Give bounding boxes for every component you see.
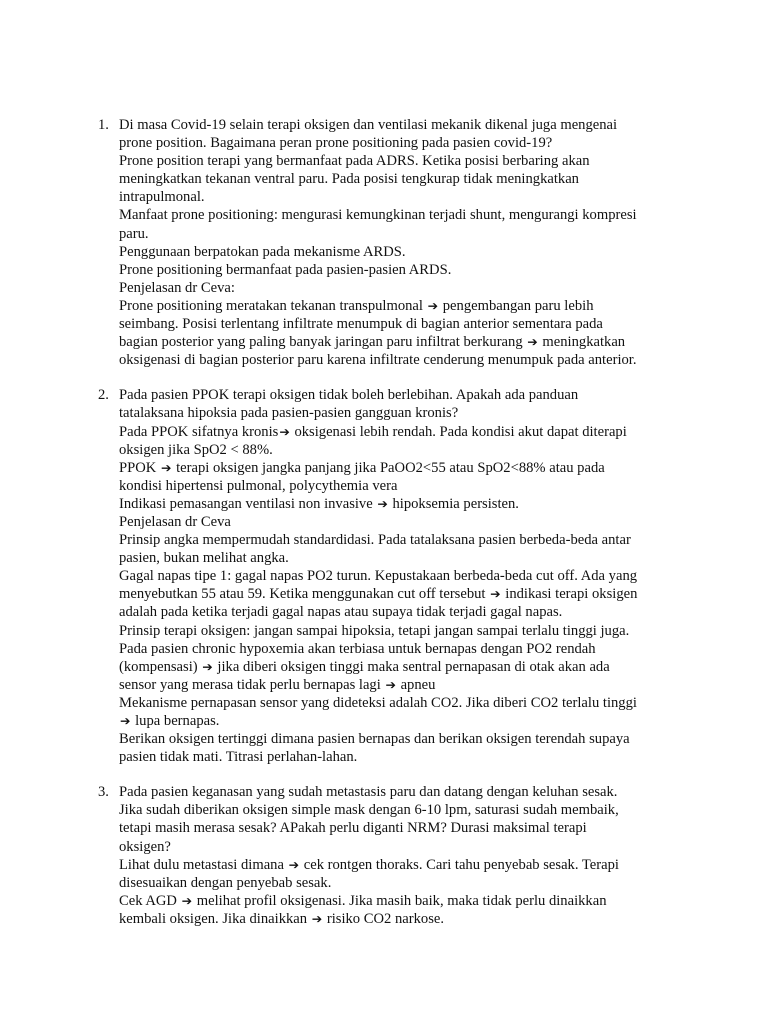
- item-number: 2.: [98, 387, 109, 404]
- text-line: [119, 243, 675, 261]
- text-line: [119, 333, 675, 351]
- text-segment: Pada pasien PPOK terapi oksigen tidak boleh berlebihan. Apakah ada panduan: [119, 387, 579, 404]
- text-segment: Pada pasien chronic hypoxemia akan terbiasa untuk bernapas dengan PO2 rendah: [119, 640, 596, 657]
- right-arrow-icon: ➔: [181, 892, 193, 908]
- text-line: [119, 477, 675, 495]
- text-segment: risiko CO2 narkose.: [323, 910, 444, 927]
- text-line: [119, 404, 675, 422]
- text-line: [119, 694, 675, 712]
- text-segment: jika diberi oksigen tinggi maka sentral pernapasan di otak akan ada: [213, 658, 610, 675]
- text-segment: Pada pasien keganasan yang sudah metastasis paru dan datang dengan keluhan sesak.: [119, 784, 618, 801]
- text-segment: disesuaikan dengan penyebab sesak.: [119, 874, 332, 891]
- text-segment: Cek AGD: [119, 892, 181, 909]
- text-segment: Prone positioning meratakan tekanan transpulmonal: [119, 297, 427, 314]
- text-line: [119, 531, 675, 549]
- text-segment: tetapi masih merasa sesak? APakah perlu diganti NRM? Durasi maksimal terapi: [119, 820, 587, 837]
- text-segment: meningkatkan: [538, 334, 626, 351]
- text-line: [119, 910, 675, 928]
- text-line: [119, 261, 675, 279]
- text-line: [119, 134, 675, 152]
- text-segment: (kompensasi): [119, 658, 202, 675]
- text-line: [119, 513, 675, 531]
- text-line: [119, 315, 675, 333]
- text-segment: oksigen jika SpO2 < 88%.: [119, 441, 273, 458]
- right-arrow-icon: ➔: [279, 423, 290, 439]
- text-segment: Gagal napas tipe 1: gagal napas PO2 turun. Kepustakaan berbeda-beda cut off. Ada yang: [119, 568, 638, 585]
- right-arrow-icon: ➔: [120, 713, 131, 728]
- text-line: [119, 549, 675, 567]
- text-segment: Prinsip terapi oksigen: jangan sampai hipoksia, tetapi jangan sampai terlalu tinggi juga.: [119, 622, 630, 639]
- text-line: [119, 386, 675, 404]
- list-item: [0, 783, 675, 928]
- text-line: [119, 819, 675, 837]
- text-segment: lupa bernapas.: [131, 713, 220, 729]
- text-segment: Penggunaan berpatokan pada mekanisme ARDS.: [119, 243, 406, 260]
- text-segment: paru.: [119, 225, 149, 242]
- text-segment: bagian posterior yang paling banyak jaringan paru infiltrat berkurang: [119, 334, 527, 351]
- text-line: [119, 856, 675, 874]
- text-segment: Jika sudah diberikan oksigen simple mask dengan 6-10 lpm, saturasi sudah membaik,: [119, 802, 619, 819]
- text-line: [119, 423, 675, 441]
- text-segment: adalah pada ketika terjadi gagal napas atau supaya tidak terjadi gagal napas.: [119, 604, 563, 621]
- right-arrow-icon: ➔: [427, 297, 439, 313]
- text-segment: menyebutkan 55 atau 59. Ketika menggunakan cut off tersebut: [119, 586, 490, 603]
- text-segment: Penjelasan dr Ceva: [119, 513, 231, 530]
- text-line: [119, 748, 675, 766]
- list-item: [0, 116, 675, 369]
- text-segment: Lihat dulu metastasi dimana: [119, 856, 288, 873]
- list-item: [0, 386, 675, 766]
- text-segment: Berikan oksigen tertinggi dimana pasien bernapas dan berikan oksigen terendah supaya: [119, 731, 630, 748]
- text-line: [119, 676, 675, 694]
- text-segment: Prone position terapi yang bermanfaat pada ADRS. Ketika posisi berbaring akan: [119, 153, 590, 170]
- right-arrow-icon: ➔: [527, 334, 538, 350]
- text-segment: Prinsip angka mempermudah standardidasi. Pada tatalaksana pasien berbeda-beda antar: [119, 532, 631, 549]
- right-arrow-icon: ➔: [377, 495, 388, 511]
- text-segment: Mekanisme pernapasan sensor yang dideteksi adalah CO2. Jika diberi CO2 terlalu tinggi: [119, 694, 637, 711]
- text-segment: cek rontgen thoraks. Cari tahu penyebab sesak. Terapi: [300, 856, 619, 873]
- text-segment: seimbang. Posisi terlentang infiltrate menumpuk di bagian anterior sementara pada: [119, 316, 603, 333]
- text-line: [119, 783, 675, 801]
- text-segment: Manfaat prone positioning: mengurasi kemungkinan terjadi shunt, mengurangi kompresi: [119, 207, 637, 224]
- text-segment: terapi oksigen jangka panjang jika PaOO2<55 atau SpO2<88% atau pada: [172, 459, 605, 476]
- text-segment: oksigenasi di bagian posterior paru karena infiltrate cenderung menumpuk pada anterior.: [119, 352, 637, 369]
- text-line: [119, 441, 675, 459]
- text-line: [119, 152, 675, 170]
- text-line: [119, 658, 675, 676]
- text-line: [119, 567, 675, 585]
- text-line: [119, 116, 675, 134]
- text-segment: sensor yang merasa tidak perlu bernapas lagi: [119, 676, 385, 693]
- text-line: [119, 730, 675, 748]
- text-line: [119, 640, 675, 658]
- text-line: [119, 585, 675, 603]
- right-arrow-icon: ➔: [490, 586, 501, 602]
- text-line: [119, 459, 675, 477]
- text-segment: kondisi hipertensi pulmonal, polycythemia vera: [119, 477, 398, 494]
- text-segment: Pada PPOK sifatnya kronis: [119, 423, 279, 440]
- item-number: 1.: [98, 117, 109, 133]
- text-segment: pasien, bukan melihat angka.: [119, 550, 289, 567]
- right-arrow-icon: ➔: [288, 856, 300, 872]
- text-segment: tatalaksana hipoksia pada pasien-pasien gangguan kronis?: [119, 405, 459, 422]
- text-segment: oksigenasi lebih rendah. Pada kondisi akut dapat diterapi: [290, 423, 627, 440]
- text-segment: pasien tidak mati. Titrasi perlahan-lahan.: [119, 749, 358, 766]
- right-arrow-icon: ➔: [311, 910, 323, 926]
- text-line: [119, 225, 675, 243]
- numbered-list: [0, 116, 768, 945]
- text-segment: Di masa Covid-19 selain terapi oksigen dan ventilasi mekanik dikenal juga mengenai: [119, 117, 618, 133]
- text-line: [119, 874, 675, 892]
- text-line: [119, 206, 675, 224]
- text-segment: pengembangan paru lebih: [439, 297, 594, 314]
- text-segment: PPOK: [119, 459, 160, 476]
- text-segment: prone position. Bagaimana peran prone positioning pada pasien covid-19?: [119, 135, 553, 152]
- text-segment: kembali oksigen. Jika dinaikkan: [119, 910, 311, 927]
- text-line: [119, 622, 675, 640]
- text-line: [119, 279, 675, 297]
- text-segment: hipoksemia persisten.: [388, 495, 519, 512]
- text-segment: apneu: [396, 676, 436, 693]
- text-line: [119, 801, 675, 819]
- text-segment: Penjelasan dr Ceva:: [119, 279, 235, 296]
- text-segment: meningkatkan tekanan ventral paru. Pada posisi tengkurap tidak meningkatkan: [119, 171, 579, 188]
- text-segment: Indikasi pemasangan ventilasi non invasive: [119, 495, 377, 512]
- right-arrow-icon: ➔: [385, 676, 396, 692]
- item-number: 3.: [98, 784, 109, 801]
- text-line: [119, 838, 675, 856]
- text-line: [119, 297, 675, 315]
- text-line: [119, 170, 675, 188]
- right-arrow-icon: ➔: [160, 459, 172, 475]
- text-line: [119, 495, 675, 513]
- text-segment: melihat profil oksigenasi. Jika masih baik, maka tidak perlu dinaikkan: [193, 892, 607, 909]
- text-segment: Prone positioning bermanfaat pada pasien-pasien ARDS.: [119, 261, 452, 278]
- text-line: [119, 892, 675, 910]
- text-segment: intrapulmonal.: [119, 189, 205, 206]
- text-line: [119, 351, 675, 369]
- text-line: [119, 712, 675, 730]
- text-segment: indikasi terapi oksigen: [501, 586, 638, 603]
- text-line: [119, 188, 675, 206]
- text-line: [119, 603, 675, 621]
- right-arrow-icon: ➔: [202, 658, 213, 674]
- text-segment: oksigen?: [119, 838, 171, 855]
